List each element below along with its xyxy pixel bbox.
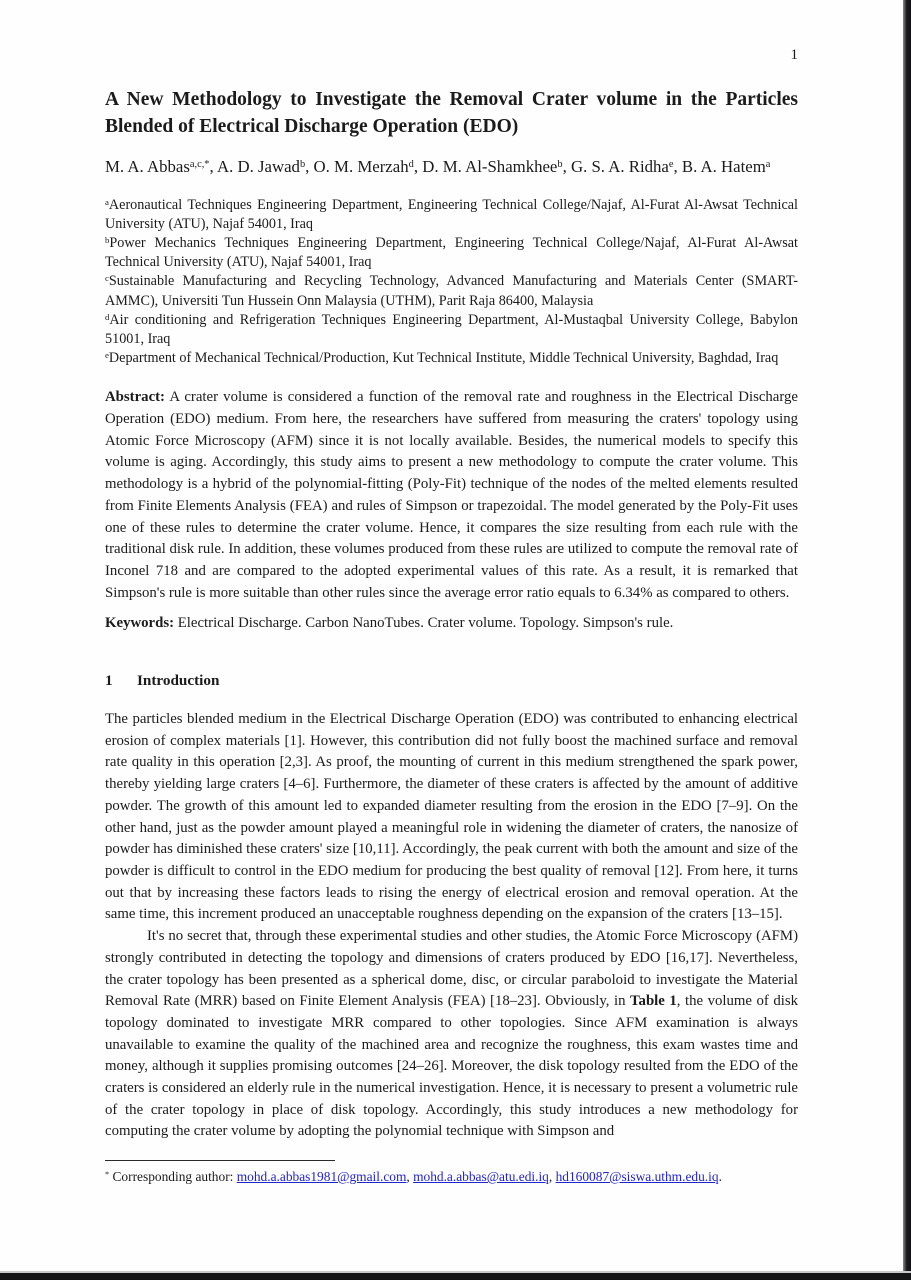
footnote-text [105,1168,798,1186]
affiliations [105,196,798,369]
author-name: , G. S. A. Ridha [562,157,669,176]
author-name: , B. A. Hatem [673,157,766,176]
affiliation [105,196,798,234]
intro-paragraph-2-text: , the volume of disk topology dominated to investigate MRR compared to other topologies. Since AFM examination is always unavailable to examine the quality of the machined area and recognize the roughness, this exam wastes time and money, although it supplies promising outcomes [24–26]. Moreover, the disk topology resulted from the EDO of the craters is considered an elderly rule in the numerical investigation. Hence, it is necessary to present a volumetric rule of the crater topology in place of disk topology. Accordingly, this study introduces a new methodology for computing the crater volume by adopting the polynomial technique with Simpson and [105,993,798,1140]
affiliation-superscript: c [105,273,109,284]
footnote-separator-line [105,1160,335,1161]
email-link[interactable]: mohd.a.abbas1981@gmail.com [236,1169,407,1184]
author-superscript: a [765,159,771,171]
scan-edge-right [903,0,911,1280]
email-link[interactable]: mohd.a.abbas@atu.edi.iq [413,1169,549,1184]
author [414,157,563,176]
affiliation-text: Department of Mechanical Technical/Production, Kut Technical Institute, Middle Technical University, Baghdad, Iraq [108,350,779,367]
section-title: Introduction [137,672,220,690]
scan-edge-bottom [0,1271,911,1280]
author-name: , A. D. Jawad [209,157,300,176]
affiliation-text: Power Mechanics Techniques Engineering Department, Engineering Technical College/Najaf, Al-Furat Al-Awsat Technical University (ATU), Najaf 54001, Iraq [105,234,798,271]
footnote-separator: , [548,1169,556,1184]
section-heading-introduction [105,672,798,690]
affiliation-text: Air conditioning and Refrigeration Techniques Engineering Department, Al-Mustaqbal University College, Babylon 51001, Iraq [105,311,798,347]
affiliation-text: Sustainable Manufacturing and Recycling Technology, Advanced Manufacturing and Materials Center (SMART-AMMC), Universiti Tun Hussein Onn Malaysia (UTHM), Parit Raja 86400, Malaysia [105,273,798,309]
intro-paragraph-2-text: It's no secret that, through these experimental studies and other studies, the Atomic Force Microscopy (AFM) strongly contributed in detecting the topology and dimensions of craters produced by EDO [16,17]. Nevertheless, the crater topology has been presented as a spherical dome, disc, or circular paraboloid to investigate the Material Removal Rate (MRR) based on Finite Element Analysis (FEA) [18–23]. Obviously, in [105,928,798,1010]
author-superscript: e [668,159,674,171]
affiliation [105,272,798,310]
keywords [105,613,798,635]
author [105,157,210,176]
author-line [105,156,798,179]
footnote [105,1152,798,1186]
intro-paragraph-1: The particles blended medium in the Electrical Discharge Operation (EDO) was contributed to enhancing electrical erosion of complex materials [1]. However, this contribution did not fully boost the machined surface and removal rate quality in this operation [2,3]. As proof, the mounting of current in this medium strengthened the spark power, thereby yielding large craters [4–6]. Furthermore, the diameter of these craters is affected by the amount of additive powder. The growth of this amount led to expanded diameter resulting from the erosion in the EDO [7–9]. On the other hand, just as the powder amount played a meaningful role in widening the diameter of craters, the nanosize of powder has diminished these craters' size [10,11]. Accordingly, the peak current with both the amount and size of the powder is difficult to control in the EDO medium for producing the best quality of removal [12]. From here, it turns out that by increasing these factors leads to rising the energy of electrical erosion and removal operation. At the same time, this increment produced an unacceptable roughness depending on the expansion of the craters [13–15]. [105,711,798,923]
footnote-marker: * [105,1169,110,1179]
abstract-text: A crater volume is considered a function of the removal rate and roughness in the Electrical Discharge Operation (EDO) medium. From here, the researchers have suffered from measuring the craters' topology using Atomic Force Microscopy (AFM) since it is not locally available. Besides, the numerical models to specify this volume is aging. Accordingly, this study aims to present a new methodology to compute the crater volume. This methodology is a hybrid of the polynomial-fitting (Poly-Fit) technique of the nodes of the melted elements resulted from Finite Elements Analysis (FEA) and rules of Simpson or trapezoidal. The model generated by the Poly-Fit uses one of these rules to determine the crater volume. Hence, it compares the size resulting from each rule with the traditional disk rule. In addition, these volumes produced from these rules are utilized to compute the removal rate of Inconel 718 and are compared to the adopted experimental values of this rate. As a result, it is remarked that Simpson's rule is more suitable than other rules since the average error ratio equals to 6.34% as compared to others. [105,389,798,601]
abstract-label: Abstract: [105,389,165,406]
author-superscript: d [408,159,414,171]
page-content [105,0,798,1143]
abstract [105,387,798,604]
footnote-label: Corresponding author: [109,1169,237,1184]
affiliation [105,349,798,368]
affiliation-superscript: a [105,196,109,207]
footnote-period: . [718,1169,722,1184]
affiliation-superscript: e [105,350,109,361]
keywords-text: Electrical Discharge. Carbon NanoTubes. Crater volume. Topology. Simpson's rule. [174,615,674,632]
table-1-reference: Table 1 [630,993,677,1010]
author-name: , D. M. Al-Shamkhee [413,157,558,176]
intro-paragraph-2 [105,926,798,1143]
affiliation-superscript: b [105,234,110,245]
affiliation [105,311,798,349]
author [305,157,414,176]
author-superscript: b [557,159,563,171]
author-superscript: b [299,159,306,171]
affiliation-superscript: d [105,311,110,322]
keywords-label: Keywords: [105,615,175,632]
author [563,157,674,176]
affiliation [105,234,798,272]
email-link[interactable]: hd160087@siswa.uthm.edu.iq [555,1169,719,1184]
paper-title: A New Methodology to Investigate the Removal Crater volume in the Particles Blended of Electrical Discharge Operation (EDO) [105,89,798,137]
author [674,157,771,176]
section-number: 1 [105,672,113,690]
author-name: , O. M. Merzah [305,157,409,176]
footnote-separator: , [406,1169,414,1184]
author [210,157,306,176]
page-number: 1 [790,47,798,63]
author-name: M. A. Abbas [105,157,190,176]
affiliation-text: Aeronautical Techniques Engineering Department, Engineering Technical College/Najaf, Al-Furat Al-Awsat Technical University (ATU), Najaf 54001, Iraq [105,196,798,232]
author-superscript: a,c,* [189,159,210,171]
